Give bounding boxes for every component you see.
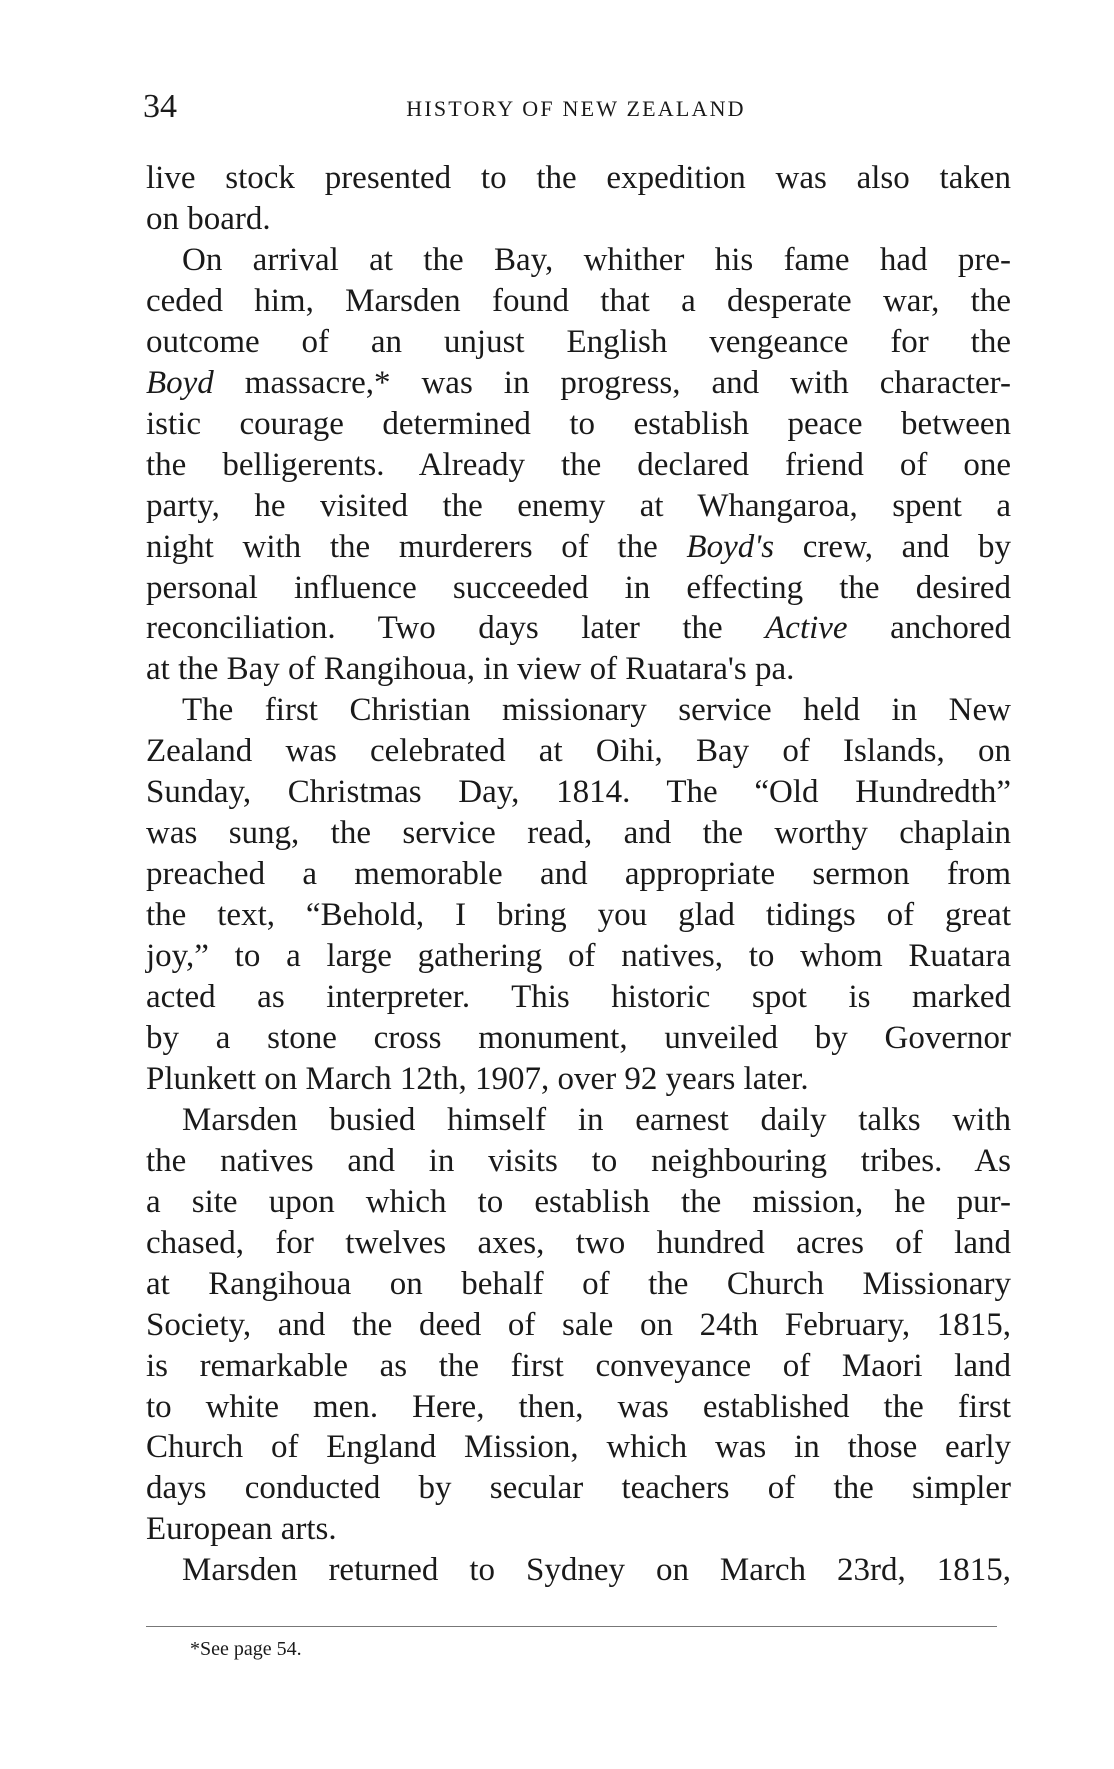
italic-text: Active xyxy=(765,610,848,647)
text-line: to white men. Here, then, was established the first xyxy=(146,1388,1011,1425)
text-line: joy,” to a large gathering of natives, to whom Ruatara xyxy=(146,938,1011,975)
italic-text: Boyd xyxy=(146,364,214,401)
text-line: ceded him, Marsden found that a desperate war, the xyxy=(146,282,1011,319)
text-line: preached a memorable and appropriate sermon from xyxy=(146,856,1011,893)
text-line: the text, “Behold, I bring you glad tidings of great xyxy=(146,897,1011,934)
text-span: anchored xyxy=(847,610,1011,647)
text-line: live stock presented to the expedition was also taken xyxy=(146,160,1011,196)
text-line: by a stone cross monument, unveiled by Governor xyxy=(146,1019,1011,1056)
text-line: On arrival at the Bay, whither his fame had pre- xyxy=(182,241,1011,278)
page-number: 34 xyxy=(143,88,177,125)
text-span: crew, and by xyxy=(774,528,1011,565)
italic-text: Boyd's xyxy=(686,528,775,565)
text-line: party, he visited the enemy at Whangaroa, spent a xyxy=(146,487,1011,524)
text-line: the natives and in visits to neighbouring tribes. As xyxy=(146,1142,1011,1179)
text-line: chased, for twelves axes, two hundred acres of land xyxy=(146,1224,1011,1261)
text-line: the belligerents. Already the declared friend of one xyxy=(146,446,1011,483)
text-line: acted as interpreter. This historic spot is marked xyxy=(146,979,1011,1015)
text-line: personal influence succeeded in effecting the desired xyxy=(146,569,1011,606)
text-line: Marsden returned to Sydney on March 23rd, 1815, xyxy=(182,1552,1011,1589)
text-line: was sung, the service read, and the worthy chaplain xyxy=(146,815,1011,852)
text-line: Marsden busied himself in earnest daily talks with xyxy=(182,1101,1011,1138)
text-line xyxy=(146,527,1011,568)
text-line: Society, and the deed of sale on 24th February, 1815, xyxy=(146,1306,1011,1343)
text-line: The first Christian missionary service held in New xyxy=(182,692,1011,729)
text-line: istic courage determined to establish peace between xyxy=(146,405,1011,442)
running-head: HISTORY OF NEW ZEALAND xyxy=(406,96,746,121)
text-line: days conducted by secular teachers of the simpler xyxy=(146,1470,1011,1507)
text-line: Plunkett on March 12th, 1907, over 92 years later. xyxy=(146,1060,809,1097)
text-line xyxy=(146,608,1011,649)
text-line xyxy=(146,363,1011,404)
text-span: reconciliation. Two days later the xyxy=(146,610,766,647)
text-line: outcome of an unjust English vengeance for the xyxy=(146,323,1011,360)
text-line: on board. xyxy=(146,200,271,237)
text-line: a site upon which to establish the mission, he pur- xyxy=(146,1183,1011,1220)
footnote: *See page 54. xyxy=(190,1638,302,1660)
text-line: is remarkable as the first conveyance of Maori land xyxy=(146,1347,1011,1384)
text-line: at the Bay of Rangihoua, in view of Ruatara's pa. xyxy=(146,651,795,688)
text-line: European arts. xyxy=(146,1511,337,1548)
text-span: night with the murderers of the xyxy=(146,528,687,565)
footnote-rule xyxy=(146,1626,997,1627)
text-span: massacre,* was in progress, and with character- xyxy=(213,364,1011,401)
text-line: Church of England Mission, which was in those early xyxy=(146,1429,1011,1466)
text-line: Zealand was celebrated at Oihi, Bay of Islands, on xyxy=(146,733,1011,770)
text-line: Sunday, Christmas Day, 1814. The “Old Hundredth” xyxy=(146,774,1011,811)
text-line: at Rangihoua on behalf of the Church Missionary xyxy=(146,1265,1011,1302)
